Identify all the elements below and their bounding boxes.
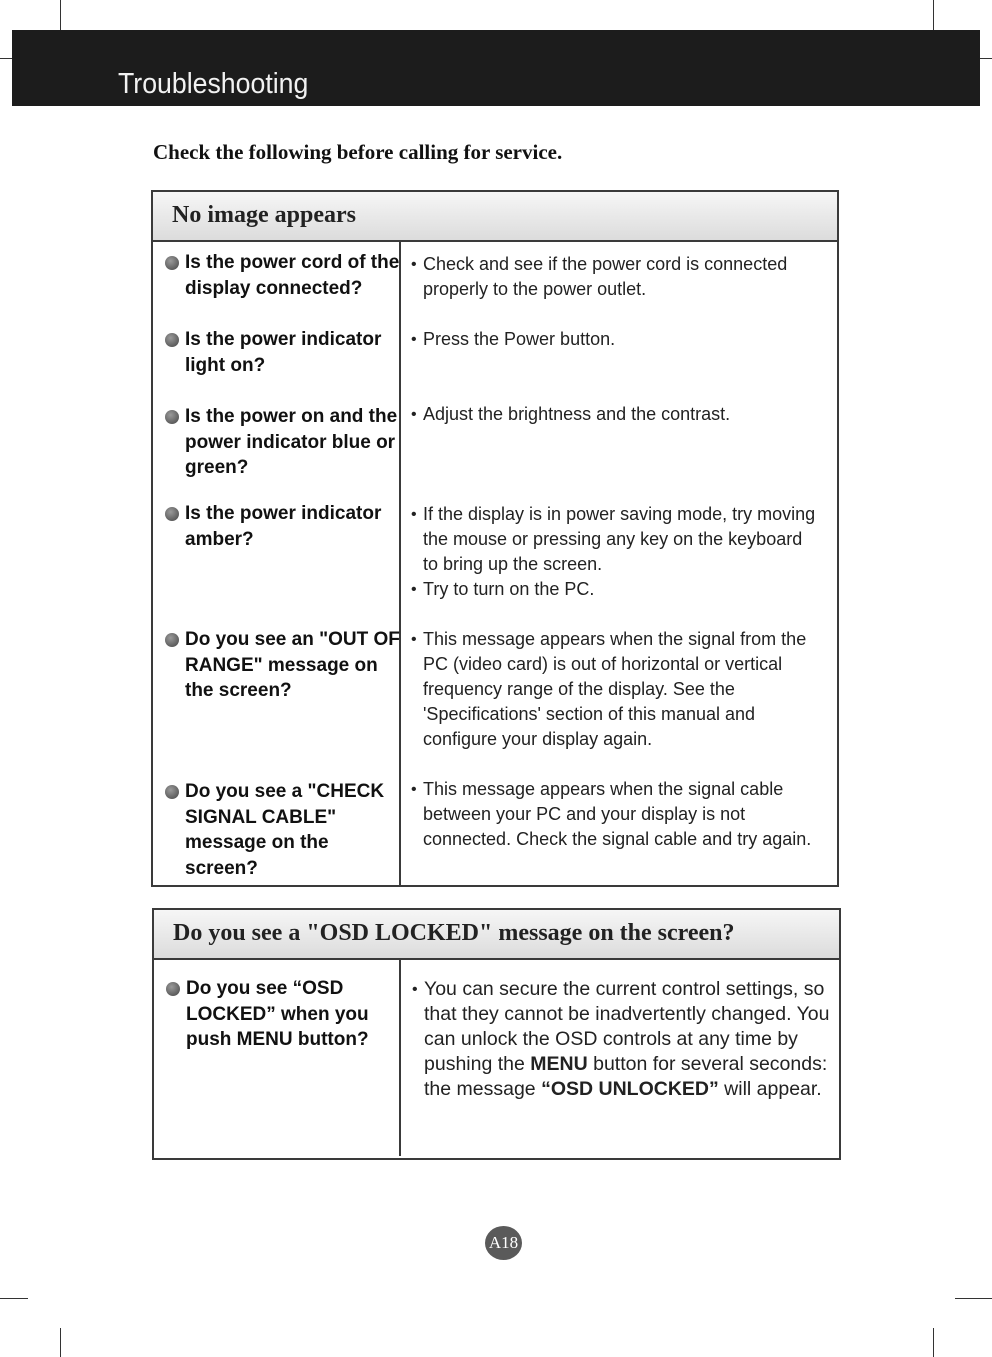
question-item: Do you see “OSD LOCKED” when you push MENU button? bbox=[162, 976, 382, 1053]
menu-keyword: MENU bbox=[530, 1053, 588, 1075]
bullet-icon bbox=[165, 256, 179, 270]
dot-icon: • bbox=[411, 631, 417, 648]
bullet-icon bbox=[165, 507, 179, 521]
dot-icon: • bbox=[411, 781, 417, 798]
page-title: Troubleshooting bbox=[118, 68, 309, 100]
column-divider bbox=[399, 242, 401, 885]
osd-unlocked-keyword: “OSD UNLOCKED” bbox=[541, 1078, 719, 1100]
section-no-image bbox=[151, 190, 839, 887]
answer-item: • Press the Power button. bbox=[411, 327, 821, 352]
bullet-icon bbox=[165, 410, 179, 424]
question-item: Do you see an "OUT OF RANGE" message on the screen? bbox=[161, 627, 401, 704]
section-title: No image appears bbox=[172, 202, 356, 228]
crop-mark bbox=[60, 0, 61, 30]
question-item: Is the power indicator amber? bbox=[161, 501, 391, 552]
answer-item: • If the display is in power saving mode, try moving the mouse or pressing any key on the keyboard to bring up the screen. bbox=[411, 504, 816, 574]
crop-mark bbox=[0, 1298, 28, 1299]
crop-mark bbox=[933, 0, 934, 30]
dot-icon: • bbox=[411, 406, 417, 423]
crop-mark bbox=[0, 58, 12, 59]
bullet-icon bbox=[165, 333, 179, 347]
bullet-icon bbox=[165, 785, 179, 799]
crop-mark bbox=[933, 1328, 934, 1357]
crop-mark bbox=[60, 1328, 61, 1357]
answer-item: • Adjust the brightness and the contrast. bbox=[411, 402, 821, 427]
section-title: Do you see a "OSD LOCKED" message on the screen? bbox=[173, 920, 735, 946]
answer-item: • Try to turn on the PC. bbox=[411, 577, 821, 602]
crop-mark bbox=[980, 58, 992, 59]
answer-item: • You can secure the current control settings, so that they cannot be inadvertently changed. You can unlock the OSD controls at any time by pushing the MENU button for several seconds: the message “OSD UNLOCKED” will appear. bbox=[412, 978, 830, 1100]
bullet-icon bbox=[165, 633, 179, 647]
dot-icon: • bbox=[411, 581, 417, 598]
bullet-icon bbox=[166, 982, 180, 996]
question-item: Is the power cord of the display connected? bbox=[161, 250, 401, 301]
question-item: Do you see a "CHECK SIGNAL CABLE" message on the screen? bbox=[161, 779, 391, 881]
intro-text: Check the following before calling for service. bbox=[153, 140, 563, 164]
answer-item: • Check and see if the power cord is connected properly to the power outlet. bbox=[411, 254, 788, 299]
question-item: Is the power on and the power indicator blue or green? bbox=[161, 404, 401, 481]
question-item: Is the power indicator light on? bbox=[161, 327, 391, 378]
dot-icon: • bbox=[411, 256, 417, 273]
column-divider bbox=[399, 960, 401, 1156]
dot-icon: • bbox=[411, 506, 417, 523]
answer-item: • This message appears when the signal cable between your PC and your display is not connected. Check the signal cable and try again. bbox=[411, 779, 812, 849]
section-osd-locked bbox=[152, 908, 841, 1160]
dot-icon: • bbox=[412, 981, 418, 998]
page-number: A18 bbox=[485, 1226, 522, 1260]
section-header bbox=[154, 910, 839, 960]
dot-icon: • bbox=[411, 331, 417, 348]
answer-item: • This message appears when the signal from the PC (video card) is out of horizontal or vertical frequency range of the display. See the 'Specifications' section of this manual and configure your display again. bbox=[411, 629, 807, 749]
crop-mark bbox=[955, 1298, 992, 1299]
section-header bbox=[153, 192, 837, 242]
